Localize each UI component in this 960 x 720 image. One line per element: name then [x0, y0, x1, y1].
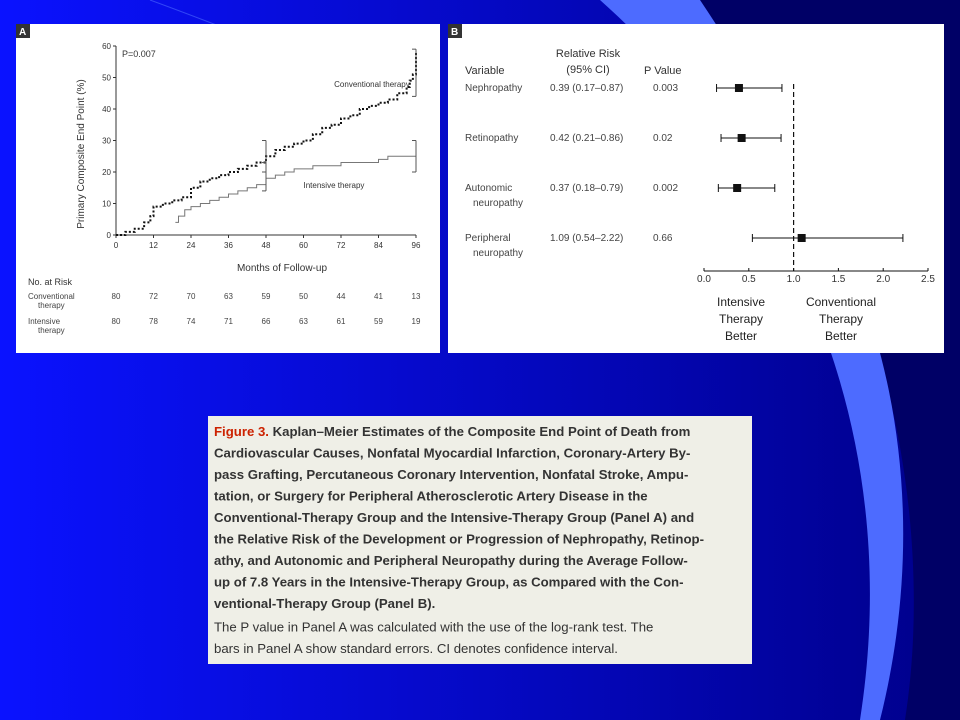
km-chart	[16, 24, 440, 353]
risk-row-label: Intensive therapy	[28, 317, 65, 335]
forest-axis	[697, 84, 935, 285]
row-variable: Peripheral neuropathy	[465, 233, 524, 259]
series-label-intensive: Intensive therapy	[303, 180, 365, 190]
risk-value: 80	[111, 292, 121, 301]
x-tick-label: 84	[374, 241, 383, 250]
x-tick-label: 48	[261, 241, 271, 250]
y-tick-label: 20	[102, 168, 111, 177]
risk-value: 61	[336, 317, 346, 326]
caption-title-line: ventional-Therapy Group (Panel B).	[214, 596, 436, 611]
caption-title-line: athy, and Autonomic and Peripheral Neuropathy during the Average Follow-	[214, 553, 688, 568]
caption-title-line: pass Grafting, Percutaneous Coronary Intervention, Nonfatal Stroke, Ampu-	[214, 467, 689, 482]
risk-row-label: Conventional therapy	[28, 292, 75, 310]
x-tick-label: 72	[336, 241, 346, 250]
x-tick-label: 0	[113, 241, 119, 250]
x-tick-label: 36	[224, 241, 233, 250]
x-axis-label: Months of Follow-up	[236, 263, 328, 274]
km-series	[116, 49, 416, 235]
x-tick-label: 12	[149, 241, 158, 250]
y-tick-label: 40	[102, 105, 111, 114]
x-tick-label: 2.0	[876, 274, 891, 285]
caption-title-line: Figure 3. Kaplan–Meier Estimates of the Composite End Point of Death from	[214, 424, 691, 439]
header-variable: Variable	[465, 65, 505, 77]
caption-body-line: The P value in Panel A was calculated with the use of the log-rank test. The	[214, 619, 654, 635]
row-p-value: 0.66	[653, 233, 673, 244]
risk-value: 71	[224, 317, 233, 326]
caption-title-line: the Relative Risk of the Development or Progression of Nephropathy, Retinop-	[214, 531, 704, 547]
caption-title-line: Cardiovascular Causes, Nonfatal Myocardial Infarction, Coronary-Artery By-	[214, 445, 691, 461]
forest-favor-labels	[717, 295, 876, 343]
row-variable: Retinopathy	[465, 133, 519, 144]
risk-value: 59	[261, 292, 271, 301]
rr-point	[738, 134, 746, 142]
risk-value: 44	[336, 292, 346, 301]
figure-caption	[208, 416, 752, 664]
y-tick-label: 0	[106, 231, 111, 240]
risk-value: 13	[411, 292, 421, 301]
risk-value: 63	[224, 292, 233, 301]
rr-point	[798, 234, 806, 242]
x-tick-label: 0.5	[741, 274, 756, 285]
x-tick-label: 24	[186, 241, 196, 250]
row-variable: Autonomic neuropathy	[465, 183, 524, 209]
risk-value: 72	[149, 292, 158, 301]
caption-text	[208, 416, 752, 664]
x-tick-label: 0.0	[697, 274, 711, 285]
panel-b-label: B	[451, 27, 459, 38]
p-value: P=0.007	[122, 49, 156, 59]
forest-headers	[465, 48, 682, 77]
risk-value: 59	[374, 317, 383, 326]
x-tick-label: 1.5	[831, 274, 846, 285]
row-p-value: 0.003	[653, 83, 679, 94]
favor-conventional-label: Conventional Therapy Better	[805, 295, 877, 343]
favor-intensive-label: Intensive Therapy Better	[716, 295, 766, 343]
series-line-intensive	[175, 156, 416, 222]
risk-table-title: No. at Risk	[28, 277, 73, 287]
header-p-value: P Value	[644, 65, 682, 77]
y-tick-label: 50	[102, 73, 111, 83]
caption-title-line: tation, or Surgery for Peripheral Atherosclerotic Artery Disease in the	[214, 488, 648, 504]
panel-a-label: A	[19, 27, 27, 38]
x-tick-label: 60	[299, 241, 308, 250]
risk-value: 74	[186, 317, 196, 326]
y-tick-label: 60	[102, 42, 111, 51]
header-relative-risk: Relative Risk (95% CI)	[555, 48, 621, 76]
caption-title-line: Conventional-Therapy Group and the Intensive-Therapy Group (Panel A) and	[214, 510, 695, 525]
x-tick-label: 96	[411, 241, 421, 250]
risk-value: 41	[374, 292, 383, 301]
risk-table	[28, 277, 421, 335]
y-tick-label: 10	[102, 199, 111, 209]
row-rr-ci: 1.09 (0.54–2.22)	[550, 233, 624, 244]
caption-body-line: bars in Panel A show standard errors. CI denotes confidence interval.	[214, 641, 618, 656]
risk-value: 78	[149, 317, 158, 326]
caption-title-line: up of 7.8 Years in the Intensive-Therapy Group, as Compared with the Con-	[214, 574, 684, 590]
row-rr-ci: 0.42 (0.21–0.86)	[550, 133, 624, 144]
risk-value: 70	[186, 292, 196, 301]
rr-point	[733, 184, 741, 192]
panel-b-forest-plot	[448, 24, 944, 353]
rr-point	[735, 84, 743, 92]
km-axes	[102, 42, 421, 250]
row-variable: Nephropathy	[465, 83, 523, 94]
risk-value: 63	[299, 317, 308, 326]
panel-a-kaplan-meier	[16, 24, 440, 353]
row-p-value: 0.002	[653, 183, 679, 194]
risk-value: 80	[111, 317, 121, 326]
x-tick-label: 1.0	[786, 274, 801, 285]
risk-value: 19	[411, 317, 421, 326]
row-p-value: 0.02	[653, 133, 673, 144]
row-rr-ci: 0.39 (0.17–0.87)	[550, 83, 624, 94]
y-axis-label: Primary Composite End Point (%)	[76, 79, 87, 229]
x-tick-label: 2.5	[921, 274, 935, 285]
risk-value: 66	[261, 317, 271, 326]
forest-chart	[448, 24, 944, 353]
forest-rows	[465, 83, 903, 259]
series-label-conventional: Conventional therapy	[334, 79, 410, 89]
y-tick-label: 30	[102, 136, 111, 146]
row-rr-ci: 0.37 (0.18–0.79)	[550, 183, 624, 194]
risk-value: 50	[299, 292, 308, 301]
